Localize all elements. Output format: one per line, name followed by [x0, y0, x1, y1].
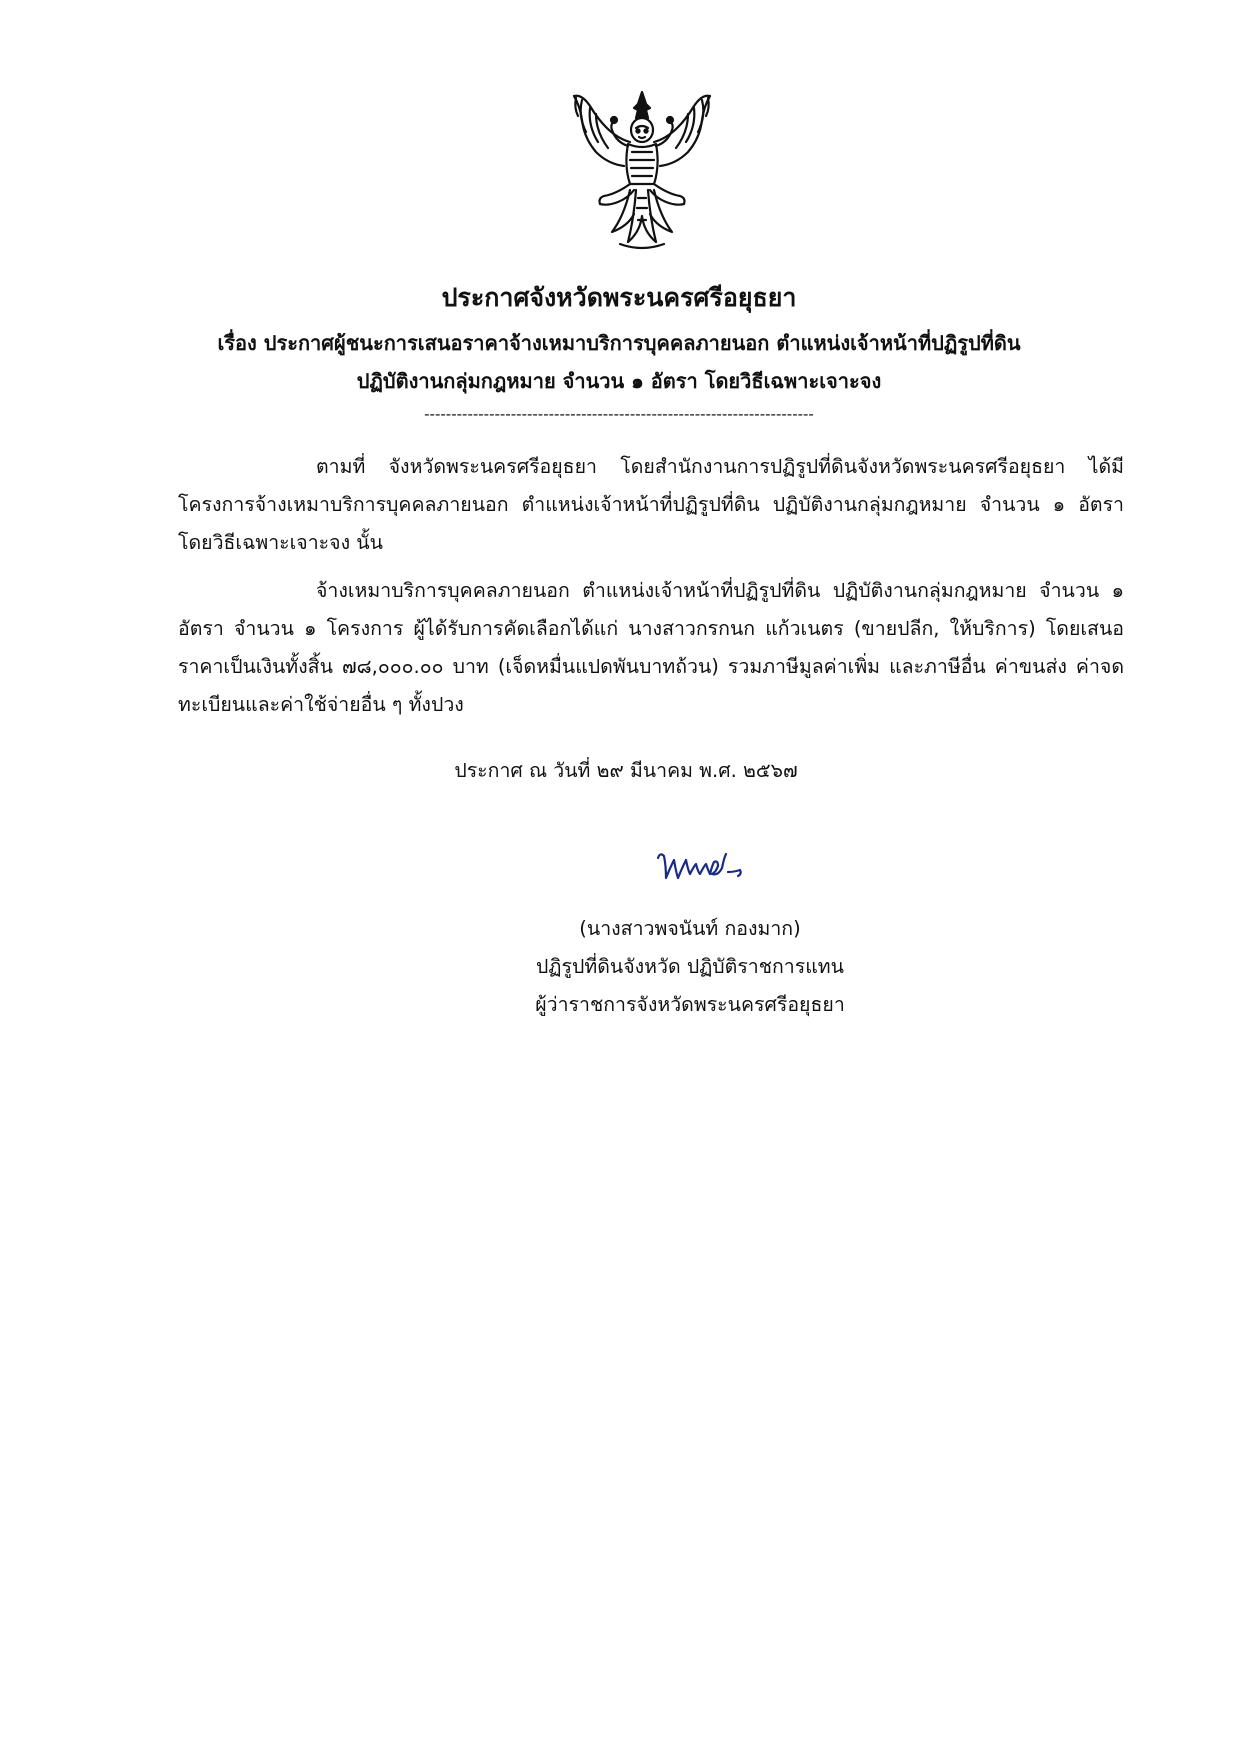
signer-name: (นางสาวพจนันท์ กองมาก): [579, 917, 801, 940]
handwritten-signature: [652, 846, 748, 886]
body-paragraph: ตามที่ จังหวัดพระนครศรีอยุธยา โดยสำนักงานการปฏิรูปที่ดินจังหวัดพระนครศรีอยุธยา ได้มีโครงการจ้างเหมาบริการบุคคลภายนอก ตำแหน่งเจ้าหน้าที่ปฏิรูปที่ดิน ปฏิบัติงานกลุ่มกฎหมาย จำนวน ๑ อัตรา โดยวิธีเฉพาะเจาะจง นั้น: [178, 455, 1124, 554]
garuda-emblem-icon: [568, 86, 716, 252]
document-title: ประกาศจังหวัดพระนครศรีอยุธยา: [441, 283, 797, 312]
signature-block: [440, 910, 940, 1024]
signer-position: ปฏิรูปที่ดินจังหวัด ปฏิบัติราชการแทน: [536, 955, 844, 978]
body-paragraph: จ้างเหมาบริการบุคคลภายนอก ตำแหน่งเจ้าหน้าที่ปฏิรูปที่ดิน ปฏิบัติงานกลุ่มกฎหมาย จำนวน ๑ อัตรา จำนวน ๑ โครงการ ผู้ได้รับการคัดเลือกได้แก่ นางสาวกรกนก แก้วเนตร (ขายปลีก, ให้บริการ) โดยเสนอราคาเป็นเงินทั้งสิ้น ๗๘,๐๐๐.๐๐ บาท (เจ็ดหมื่นแปดพันบาทถ้วน) รวมภาษีมูลค่าเพิ่ม และภาษีอื่น ค่าขนส่ง ค่าจดทะเบียนและค่าใช้จ่ายอื่น ๆ ทั้งปวง: [178, 579, 1124, 716]
subject-line: ปฏิบัติงานกลุ่มกฎหมาย จำนวน ๑ อัตรา โดยวิธีเฉพาะเจาะจง: [356, 369, 882, 393]
subject-line: เรื่อง ประกาศผู้ชนะการเสนอราคาจ้างเหมาบริการบุคคลภายนอก ตำแหน่งเจ้าหน้าที่ปฏิรูปที่ดิน: [217, 331, 1021, 355]
separator-line: ------------------------------------------------------------------------: [424, 405, 814, 423]
signer-position: ผู้ว่าราชการจังหวัดพระนครศรีอยุธยา: [535, 993, 845, 1016]
document-subject: [120, 324, 1118, 400]
announcement-date: ประกาศ ณ วันที่ ๒๙ มีนาคม พ.ศ. ๒๕๖๗: [454, 759, 798, 782]
